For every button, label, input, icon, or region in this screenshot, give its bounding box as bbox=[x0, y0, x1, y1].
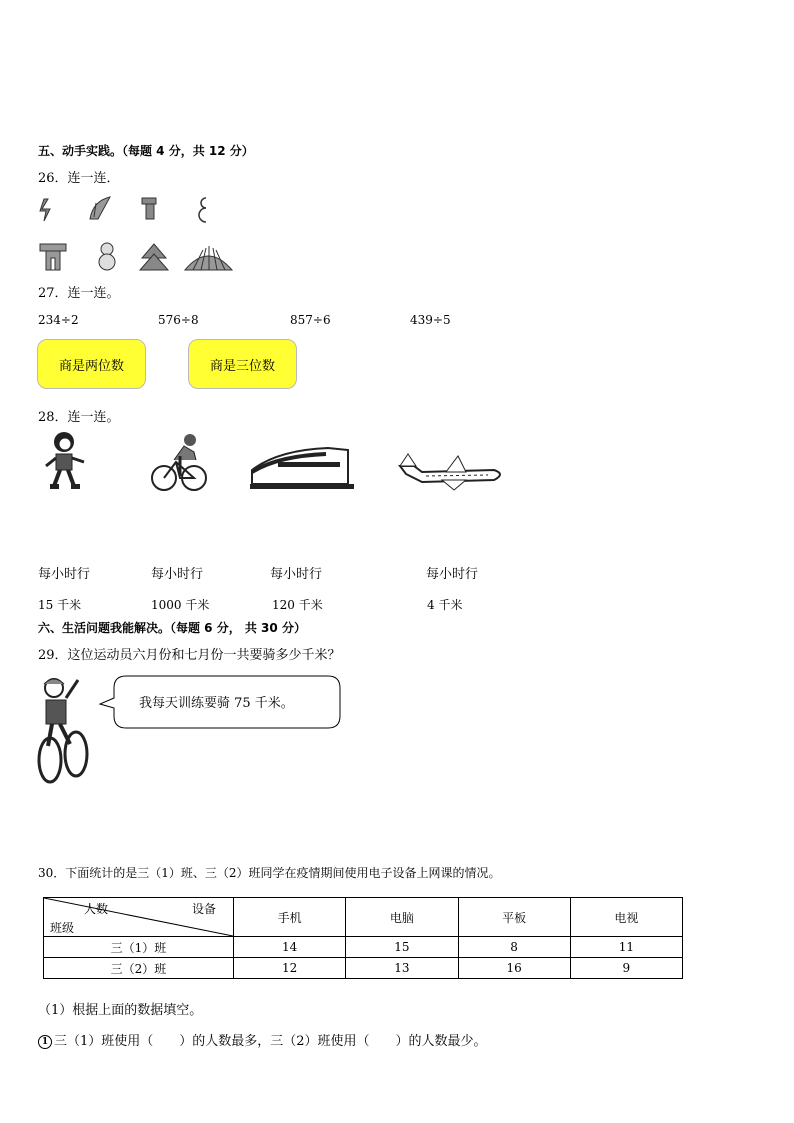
device-usage-table bbox=[43, 897, 683, 979]
snowman-icon bbox=[99, 243, 115, 270]
table-corner-cell bbox=[44, 898, 234, 937]
half-snowman-icon bbox=[199, 198, 206, 222]
question-30-label: 30．下面统计的是三（1）班、三（2）班同学在疫情期间使用电子设备上网课的情况。 bbox=[38, 866, 501, 880]
house-icon bbox=[40, 244, 66, 270]
section-5-title: 五、动手实践。（每题 4 分，共 12 分） bbox=[38, 144, 254, 158]
q27-expression-2: 576÷8 bbox=[158, 313, 199, 327]
q28-speed-2: 1000 千米 bbox=[151, 598, 210, 612]
q26-shape-halves bbox=[38, 195, 228, 225]
row-header-class-1: 三（1）班 bbox=[44, 937, 234, 958]
column-header-computer: 电脑 bbox=[346, 898, 458, 937]
q27-box-three-digit: 商是三位数 bbox=[188, 339, 297, 389]
q27-box-two-digit: 商是两位数 bbox=[37, 339, 146, 389]
q28-speed-1: 15 千米 bbox=[38, 598, 82, 612]
q27-expression-1: 234÷2 bbox=[38, 313, 79, 327]
column-header-tablet: 平板 bbox=[458, 898, 570, 937]
girl-walking-icon bbox=[42, 428, 92, 492]
table-row bbox=[44, 937, 683, 958]
cell-value: 15 bbox=[346, 937, 458, 958]
half-lightning-icon bbox=[40, 199, 50, 221]
umbrella-icon bbox=[185, 246, 232, 270]
q28-speed-label-2: 每小时行 bbox=[151, 567, 204, 582]
question-28-label: 28．连一连。 bbox=[38, 410, 120, 425]
question-27-label: 27．连一连。 bbox=[38, 286, 120, 301]
circled-number: 1 bbox=[38, 1035, 52, 1049]
column-header-phone: 手机 bbox=[234, 898, 346, 937]
cell-value: 12 bbox=[234, 958, 346, 979]
cell-value: 11 bbox=[570, 937, 682, 958]
tree-icon bbox=[140, 244, 168, 270]
half-umbrella-icon bbox=[90, 197, 110, 219]
q28-speed-label-3: 每小时行 bbox=[270, 567, 323, 582]
table-row bbox=[44, 958, 683, 979]
section-6-title: 六、生活问题我能解决。（每题 6 分， 共 30 分） bbox=[38, 621, 306, 635]
q30-item-1 bbox=[38, 1030, 487, 1049]
q30-subquestion-1: （1）根据上面的数据填空。 bbox=[38, 1003, 203, 1018]
cell-value: 9 bbox=[570, 958, 682, 979]
q30-item-1-text: 三（1）班使用（ ）的人数最多，三（2）班使用（ ）的人数最少。 bbox=[54, 1034, 487, 1049]
half-house-icon bbox=[142, 198, 156, 219]
cyclist-waving-icon bbox=[36, 674, 94, 786]
q27-expression-3: 857÷6 bbox=[290, 313, 331, 327]
q26-shape-wholes bbox=[38, 240, 238, 274]
cell-value: 8 bbox=[458, 937, 570, 958]
cyclist-icon bbox=[150, 432, 210, 494]
speech-bubble-text: 我每天训练要骑 75 千米。 bbox=[139, 696, 294, 711]
question-26-text: 26．连一连． bbox=[38, 171, 120, 186]
corner-label-device: 设备 bbox=[192, 902, 217, 916]
q27-expression-4: 439÷5 bbox=[410, 313, 451, 327]
q28-speed-label-1: 每小时行 bbox=[38, 567, 91, 582]
column-header-tv: 电视 bbox=[570, 898, 682, 937]
q28-speed-3: 120 千米 bbox=[272, 598, 323, 612]
corner-label-class: 班级 bbox=[50, 921, 75, 935]
airplane-icon bbox=[396, 452, 508, 492]
q28-speed-label-4: 每小时行 bbox=[426, 567, 479, 582]
corner-label-count: 人数 bbox=[84, 902, 109, 916]
q28-speed-4: 4 千米 bbox=[427, 598, 463, 612]
cell-value: 14 bbox=[234, 937, 346, 958]
high-speed-train-icon bbox=[248, 444, 356, 492]
row-header-class-2: 三（2）班 bbox=[44, 958, 234, 979]
cell-value: 16 bbox=[458, 958, 570, 979]
cell-value: 13 bbox=[346, 958, 458, 979]
question-29-label: 29．这位运动员六月份和七月份一共要骑多少千米？ bbox=[38, 648, 341, 663]
